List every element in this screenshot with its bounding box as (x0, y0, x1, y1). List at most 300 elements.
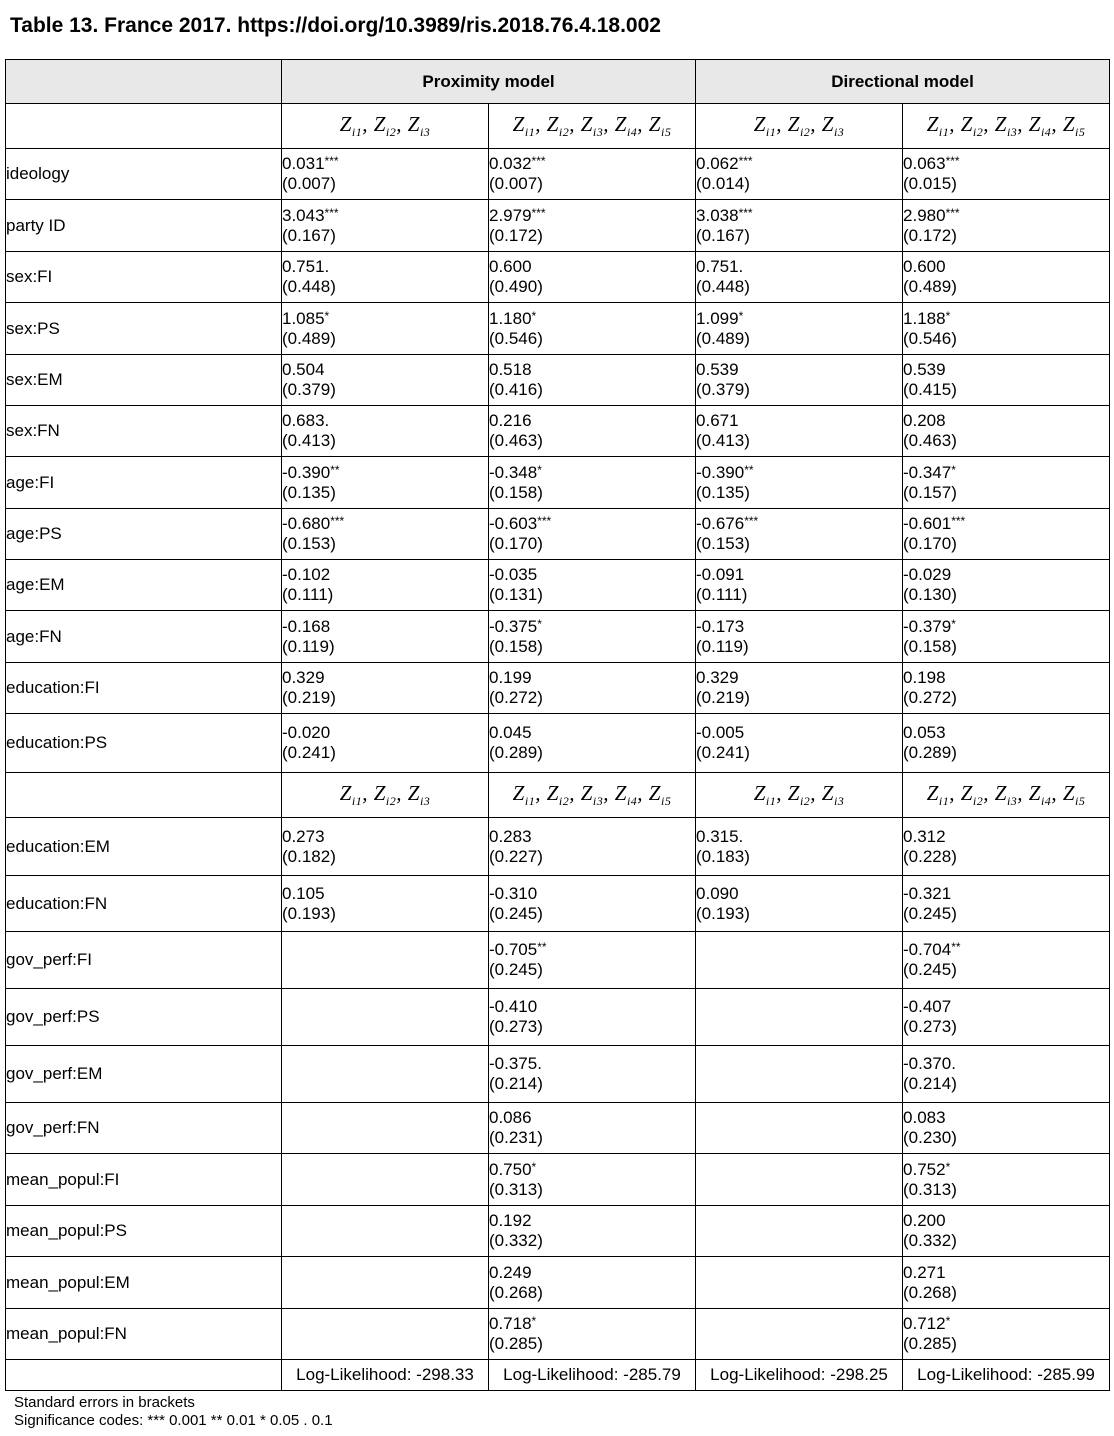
coefficient-cell (489, 560, 696, 611)
z-subscript: i1 (765, 794, 777, 809)
coefficient-value (489, 1263, 695, 1283)
coefficient-estimate: 0.192 (489, 1211, 532, 1230)
z-symbol: Z (580, 111, 593, 136)
z-header-cell (489, 773, 696, 818)
coefficient-estimate: 1.099 (696, 308, 739, 328)
coefficient-cell (489, 663, 696, 714)
row-label: ideology (6, 149, 282, 200)
coefficient-estimate: 0.045 (489, 723, 532, 742)
footnote-significance-codes: Significance codes: *** 0.001 ** 0.01 * 0.05 . 0.1 (14, 1412, 333, 1429)
coefficient-cell (903, 457, 1110, 509)
coefficient-estimate: -0.321 (903, 883, 952, 903)
coefficient-value (696, 206, 902, 226)
coefficient-cell (903, 355, 1110, 406)
coefficient-value (903, 723, 1109, 743)
coefficient-cell (696, 932, 903, 989)
z-subscript: i4 (626, 125, 638, 140)
coefficient-cell (903, 989, 1110, 1046)
coefficient-value (903, 1054, 1109, 1074)
table-row (6, 1257, 1110, 1309)
coefficient-estimate: 0.751. (282, 257, 330, 276)
z-subscript: i3 (1006, 125, 1018, 140)
coefficient-value (903, 565, 1109, 585)
coefficient-cell (696, 714, 903, 773)
coefficient-cell (489, 714, 696, 773)
table-row (6, 149, 1110, 200)
z-symbol: Z (648, 111, 661, 136)
standard-error: (0.167) (282, 225, 336, 245)
standard-error: (0.289) (489, 743, 543, 762)
coefficient-estimate: -0.390 (696, 462, 745, 482)
coefficient-cell (903, 149, 1110, 200)
coefficient-estimate: 0.086 (489, 1108, 532, 1127)
coefficient-cell (282, 1103, 489, 1154)
table-row (6, 611, 1110, 663)
coefficient-value (489, 1314, 695, 1334)
row-label: gov_perf:PS (6, 989, 282, 1046)
coefficient-estimate: -0.168 (282, 616, 331, 636)
standard-error: (0.219) (696, 688, 750, 707)
coefficient-cell (282, 1309, 489, 1360)
coefficient-value (696, 360, 902, 380)
standard-error: (0.183) (696, 846, 750, 866)
standard-error: (0.158) (489, 482, 543, 502)
standard-error: (0.231) (489, 1128, 543, 1147)
standard-error: (0.245) (903, 903, 957, 923)
z-subscript: i5 (1075, 125, 1086, 140)
coefficient-estimate: 0.271 (903, 1262, 946, 1282)
coefficient-estimate: -0.375. (489, 1054, 542, 1073)
standard-error: (0.289) (903, 743, 957, 762)
coefficient-estimate: -0.603 (489, 514, 538, 533)
significance-stars: * (531, 1314, 537, 1328)
row-label: sex:FN (6, 406, 282, 457)
coefficient-value (696, 723, 902, 743)
coefficient-estimate: 0.671 (696, 411, 739, 430)
coefficient-value (489, 1160, 695, 1180)
z-symbol: Z (1028, 780, 1041, 805)
standard-error: (0.416) (489, 380, 543, 399)
coefficient-estimate: -0.310 (489, 883, 538, 903)
z-symbol: Z (373, 780, 386, 805)
coefficient-estimate: -0.407 (903, 997, 952, 1016)
coefficient-value (696, 463, 902, 483)
z-symbol: Z (821, 780, 834, 805)
coefficient-estimate: 3.043 (282, 205, 325, 225)
standard-error: (0.463) (903, 431, 957, 450)
coefficient-cell (696, 611, 903, 663)
standard-error: (0.227) (489, 846, 543, 866)
standard-error: (0.489) (903, 277, 957, 296)
coefficient-value (903, 360, 1109, 380)
table-row (6, 818, 1110, 876)
table-row (6, 560, 1110, 611)
row-label: mean_popul:PS (6, 1206, 282, 1257)
coefficient-value (696, 565, 902, 585)
row-label: age:EM (6, 560, 282, 611)
standard-error: (0.119) (696, 636, 749, 656)
coefficient-value (282, 884, 488, 904)
coefficient-estimate: 0.712 (903, 1314, 946, 1333)
z-symbol: Z (580, 780, 593, 805)
standard-error: (0.193) (282, 903, 336, 923)
coefficient-estimate: 1.180 (489, 308, 532, 328)
coefficient-cell (489, 1257, 696, 1309)
coefficient-value (696, 827, 902, 847)
z-symbol: Z (960, 780, 973, 805)
z-subscript: i1 (938, 125, 950, 140)
coefficient-cell (489, 457, 696, 509)
coefficient-estimate: 0.683. (282, 411, 330, 430)
coefficient-estimate: 0.312 (903, 826, 946, 846)
coefficient-cell (903, 252, 1110, 303)
coefficient-cell (489, 611, 696, 663)
z-subscript: i1 (938, 794, 950, 809)
coefficient-cell (903, 303, 1110, 355)
standard-error: (0.130) (903, 585, 957, 604)
standard-error: (0.172) (903, 225, 957, 245)
coefficient-cell (282, 1154, 489, 1206)
coefficient-cell (282, 1257, 489, 1309)
coefficient-value (903, 884, 1109, 904)
standard-error: (0.245) (489, 960, 543, 979)
coefficient-cell (282, 714, 489, 773)
coefficient-estimate: 0.329 (696, 668, 739, 687)
z-header-empty-cell (6, 773, 282, 818)
coefficient-cell (696, 876, 903, 932)
coefficient-estimate: -0.379 (903, 616, 952, 636)
z-subscript: i2 (972, 794, 984, 809)
z-variables: $Z_{i1}$, $Z_{i2}$, $Z_{i3}$ (753, 780, 845, 809)
coefficient-estimate: 0.751. (696, 257, 744, 276)
coefficient-cell (282, 989, 489, 1046)
coefficient-value (903, 827, 1109, 847)
coefficient-cell (696, 200, 903, 252)
coefficient-value (903, 1160, 1109, 1180)
coefficient-value (903, 514, 1109, 534)
z-symbol: Z (787, 111, 800, 136)
coefficient-cell (903, 1046, 1110, 1103)
coefficient-cell (696, 252, 903, 303)
coefficient-estimate: 0.105 (282, 883, 325, 903)
significance-stars: * (945, 308, 951, 323)
significance-stars: *** (531, 154, 546, 168)
z-subscript: i3 (1006, 794, 1018, 809)
log-likelihood-row (6, 1360, 1110, 1391)
coefficient-cell (696, 406, 903, 457)
coefficient-estimate: 0.053 (903, 723, 946, 742)
significance-stars: ** (744, 462, 754, 477)
standard-error: (0.245) (903, 960, 957, 979)
coefficient-cell (282, 663, 489, 714)
corner-cell (6, 60, 282, 104)
coefficient-cell (696, 149, 903, 200)
coefficient-cell (696, 509, 903, 560)
coefficient-value (696, 668, 902, 688)
significance-stars: *** (537, 514, 552, 528)
standard-error: (0.135) (696, 482, 750, 502)
coefficient-estimate: -0.375 (489, 616, 538, 636)
standard-error: (0.332) (903, 1231, 957, 1250)
coefficient-estimate: 0.249 (489, 1262, 532, 1282)
z-symbol: Z (994, 111, 1007, 136)
standard-error: (0.111) (282, 585, 334, 604)
coefficient-estimate: 0.083 (903, 1108, 946, 1127)
standard-error: (0.413) (696, 431, 750, 450)
z-symbol: Z (407, 780, 420, 805)
coefficient-value (282, 360, 488, 380)
coefficient-value (489, 411, 695, 431)
standard-error: (0.170) (489, 534, 543, 553)
coefficient-cell (489, 1206, 696, 1257)
coefficient-estimate: 0.273 (282, 826, 325, 846)
standard-error: (0.158) (903, 636, 957, 656)
coefficient-value (282, 206, 488, 226)
z-symbol: Z (1062, 780, 1075, 805)
coefficient-cell (282, 509, 489, 560)
coefficient-estimate: -0.680 (282, 514, 331, 533)
coefficient-value (903, 463, 1109, 483)
coefficient-estimate: -0.410 (489, 997, 538, 1016)
coefficient-estimate: 0.750 (489, 1159, 532, 1179)
coefficient-estimate: 0.315. (696, 826, 744, 846)
z-subscript: i1 (765, 125, 777, 140)
z-symbol: Z (407, 111, 420, 136)
row-label: education:PS (6, 714, 282, 773)
coefficient-value (489, 514, 695, 534)
coefficient-value (282, 827, 488, 847)
coefficient-value (696, 884, 902, 904)
table-title: Table 13. France 2017. https://doi.org/10.3989/ris.2018.76.4.18.002 (10, 14, 661, 37)
z-symbol: Z (512, 780, 525, 805)
z-subscript: i2 (385, 794, 397, 809)
row-label: sex:EM (6, 355, 282, 406)
standard-error: (0.158) (489, 636, 543, 656)
significance-stars: ** (330, 462, 340, 477)
coefficient-estimate: 2.979 (489, 205, 532, 225)
z-variables: $Z_{i1}$, $Z_{i2}$, $Z_{i3}$, $Z_{i4}$, $Z_{i5}$ (512, 111, 672, 140)
significance-stars: * (951, 616, 956, 631)
z-header-cell (489, 104, 696, 149)
coefficient-estimate: 0.199 (489, 668, 532, 687)
coefficient-estimate: 0.208 (903, 411, 946, 430)
standard-error: (0.245) (489, 903, 543, 923)
coefficient-value (903, 206, 1109, 226)
coefficient-estimate: -0.347 (903, 462, 952, 482)
results-table (5, 59, 1110, 1391)
coefficient-cell (489, 1103, 696, 1154)
coefficient-cell (903, 714, 1110, 773)
row-label: age:FI (6, 457, 282, 509)
coefficient-estimate: 1.085 (282, 308, 325, 328)
coefficient-cell (489, 876, 696, 932)
coefficient-value (696, 617, 902, 637)
z-symbol: Z (373, 111, 386, 136)
coefficient-cell (489, 355, 696, 406)
coefficient-value (696, 309, 902, 329)
coefficient-cell (489, 509, 696, 560)
coefficient-cell (903, 1309, 1110, 1360)
z-header-cell (903, 773, 1110, 818)
coefficient-estimate: 0.329 (282, 668, 325, 687)
z-symbol: Z (339, 780, 352, 805)
significance-stars: *** (744, 514, 759, 528)
coefficient-value (903, 257, 1109, 277)
z-subscript: i4 (1040, 125, 1052, 140)
coefficient-value (696, 411, 902, 431)
coefficient-value (903, 154, 1109, 174)
z-header-cell (282, 773, 489, 818)
z-subscript: i5 (1075, 794, 1086, 809)
standard-error: (0.285) (903, 1334, 957, 1353)
z-subscript: i3 (833, 794, 845, 809)
z-variables: $Z_{i1}$, $Z_{i2}$, $Z_{i3}$, $Z_{i4}$, $Z_{i5}$ (512, 780, 672, 809)
coefficient-cell (282, 406, 489, 457)
coefficient-cell (282, 355, 489, 406)
coefficient-value (903, 1108, 1109, 1128)
coefficient-estimate: -0.102 (282, 565, 331, 584)
standard-error: (0.230) (903, 1128, 957, 1147)
standard-error: (0.332) (489, 1231, 543, 1250)
coefficient-value (489, 463, 695, 483)
coefficient-cell (489, 200, 696, 252)
coefficient-value (489, 723, 695, 743)
standard-error: (0.007) (489, 174, 543, 193)
significance-stars: * (531, 308, 537, 323)
row-label: gov_perf:FI (6, 932, 282, 989)
coefficient-cell (489, 1309, 696, 1360)
coefficient-value (903, 617, 1109, 637)
coefficient-estimate: 0.752 (903, 1159, 946, 1179)
coefficient-value (282, 565, 488, 585)
standard-error: (0.153) (282, 534, 336, 553)
z-subscript: i1 (351, 125, 363, 140)
coefficient-value (489, 940, 695, 960)
standard-error: (0.268) (489, 1282, 543, 1302)
z-symbol: Z (753, 111, 766, 136)
coefficient-value (489, 1054, 695, 1074)
z-header-empty-cell (6, 104, 282, 149)
significance-stars: *** (945, 205, 960, 220)
coefficient-estimate: 0.062 (696, 154, 739, 173)
z-subscript: i3 (419, 794, 431, 809)
standard-error: (0.182) (282, 846, 336, 866)
standard-error: (0.214) (489, 1074, 543, 1093)
log-likelihood-cell: Log-Likelihood: -298.33 (282, 1360, 489, 1391)
coefficient-cell (489, 818, 696, 876)
z-header-row (6, 773, 1110, 818)
standard-error: (0.272) (903, 688, 957, 707)
standard-error: (0.241) (282, 743, 336, 762)
standard-error: (0.111) (696, 585, 748, 604)
z-symbol: Z (994, 780, 1007, 805)
coefficient-value (903, 1211, 1109, 1231)
significance-stars: *** (945, 154, 960, 168)
significance-stars: ** (537, 940, 547, 954)
coefficient-estimate: -0.005 (696, 723, 745, 742)
z-symbol: Z (546, 111, 559, 136)
table-row (6, 457, 1110, 509)
coefficient-cell (489, 149, 696, 200)
significance-stars: *** (531, 205, 546, 220)
standard-error: (0.285) (489, 1334, 543, 1353)
z-subscript: i4 (1040, 794, 1052, 809)
row-label: education:EM (6, 818, 282, 876)
coefficient-cell (282, 611, 489, 663)
coefficient-estimate: -0.676 (696, 514, 745, 533)
significance-stars: * (324, 308, 330, 323)
z-subscript: i3 (419, 125, 431, 140)
coefficient-cell (696, 663, 903, 714)
table-row (6, 932, 1110, 989)
coefficient-value (282, 723, 488, 743)
table-body (6, 60, 1110, 1391)
standard-error: (0.489) (282, 328, 336, 348)
standard-error: (0.413) (282, 431, 336, 450)
coefficient-estimate: -0.035 (489, 565, 538, 584)
z-symbol: Z (648, 780, 661, 805)
coefficient-cell (903, 1103, 1110, 1154)
coefficient-cell (903, 509, 1110, 560)
coefficient-value (282, 463, 488, 483)
z-subscript: i4 (626, 794, 638, 809)
coefficient-cell (282, 560, 489, 611)
coefficient-cell (696, 1257, 903, 1309)
coefficient-value (282, 154, 488, 174)
z-subscript: i5 (660, 125, 672, 140)
z-subscript: i2 (385, 125, 397, 140)
coefficient-cell (489, 1046, 696, 1103)
significance-stars: * (537, 462, 542, 477)
coefficient-cell (489, 406, 696, 457)
coefficient-cell (282, 818, 489, 876)
row-label: mean_popul:FI (6, 1154, 282, 1206)
z-header-cell (282, 104, 489, 149)
z-subscript: i3 (592, 794, 604, 809)
coefficient-cell (282, 252, 489, 303)
standard-error: (0.546) (903, 328, 957, 348)
coefficient-value (489, 257, 695, 277)
coefficient-value (903, 1314, 1109, 1334)
standard-error: (0.448) (282, 277, 336, 296)
table-row (6, 876, 1110, 932)
coefficient-estimate: 0.518 (489, 360, 532, 379)
z-subscript: i2 (972, 125, 984, 140)
significance-stars: *** (738, 154, 753, 168)
z-subscript: i3 (833, 125, 845, 140)
coefficient-estimate: -0.020 (282, 723, 331, 742)
z-subscript: i1 (524, 794, 536, 809)
standard-error: (0.241) (696, 743, 750, 762)
table-row (6, 200, 1110, 252)
standard-error: (0.546) (489, 328, 543, 348)
standard-error: (0.157) (903, 482, 957, 502)
coefficient-cell (282, 932, 489, 989)
row-label: age:FN (6, 611, 282, 663)
coefficient-cell (903, 1206, 1110, 1257)
coefficient-value (489, 154, 695, 174)
z-subscript: i1 (524, 125, 536, 140)
standard-error: (0.170) (903, 534, 957, 553)
significance-stars: * (945, 1314, 951, 1328)
coefficient-value (489, 884, 695, 904)
coefficient-estimate: -0.705 (489, 940, 538, 959)
coefficient-cell (696, 1154, 903, 1206)
coefficient-cell (903, 560, 1110, 611)
z-symbol: Z (787, 780, 800, 805)
coefficient-value (903, 940, 1109, 960)
coefficient-value (489, 827, 695, 847)
